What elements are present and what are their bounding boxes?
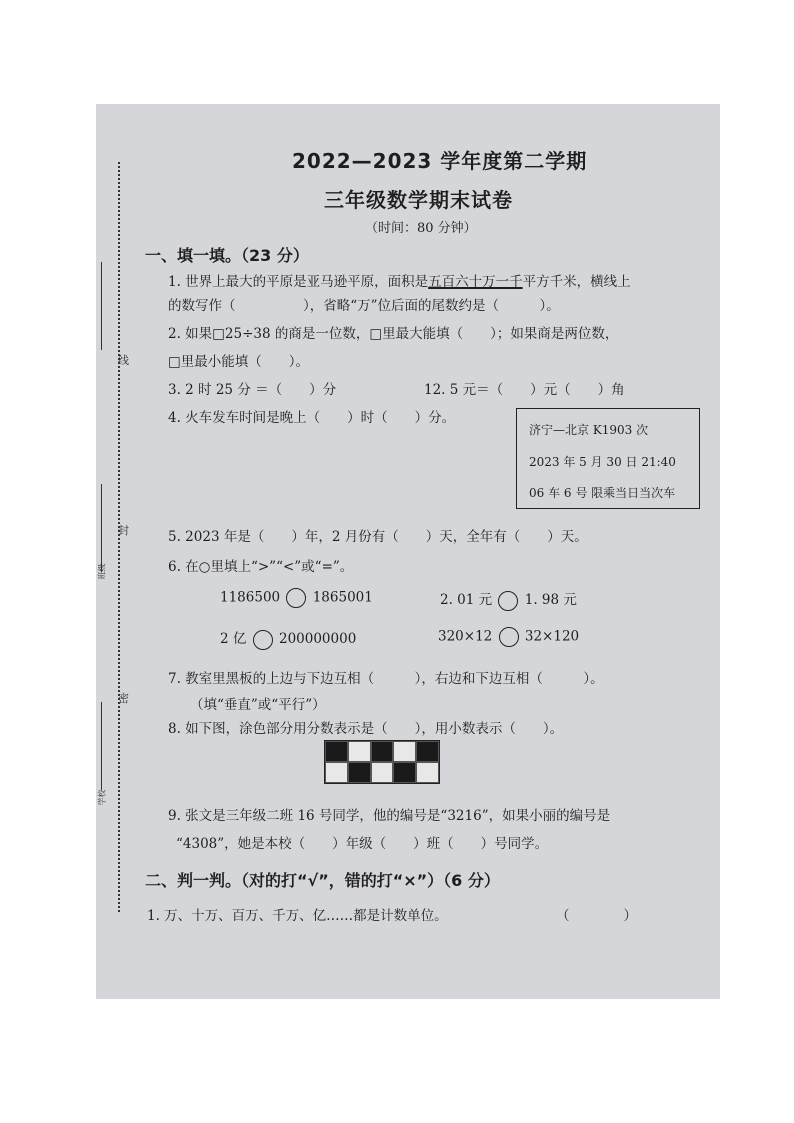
- fraction-grid: [324, 740, 440, 784]
- compare-4-left: 320×12: [438, 628, 493, 645]
- compare-1-left: 1186500: [220, 589, 281, 606]
- compare-circle-3: [253, 630, 273, 650]
- compare-3-left: 2 亿: [220, 631, 247, 647]
- blank-cell: [393, 741, 416, 762]
- school-field-line: [101, 702, 102, 790]
- blank-cell: [348, 741, 371, 762]
- compare-row-1-left: [220, 588, 373, 608]
- question-1-text-a: 1. 世界上最大的平原是亚马逊平原，面积是: [168, 274, 429, 290]
- compare-circle-4: [499, 627, 519, 647]
- class-field-line: [101, 484, 102, 572]
- blank-cell: [325, 762, 348, 783]
- ticket-line-2: 2023 年 5 月 30 日 21:40: [529, 455, 676, 469]
- time-note: （时间：80 分钟）: [365, 221, 477, 236]
- margin-field-school: 学校: [97, 789, 107, 806]
- question-1-line1: [168, 270, 631, 290]
- compare-row-2-left: [220, 627, 356, 650]
- ticket-line-3: 06 车 6 号 限乘当日当次车: [529, 486, 676, 500]
- compare-circle-1: [286, 588, 306, 608]
- shaded-cell: [416, 741, 439, 762]
- shaded-cell: [325, 741, 348, 762]
- question-4: 4. 火车发车时间是晚上（ ）时（ ）分。: [168, 410, 456, 426]
- margin-label-feng: 封: [118, 524, 129, 537]
- page-title: 2022—2023 学年度第二学期: [292, 149, 588, 173]
- compare-row-2-right: [438, 627, 579, 647]
- section2-heading: 二、判一判。（对的打“√”，错的打“×”）（6 分）: [145, 871, 500, 890]
- question-9-line2: “4308”，她是本校（ ）年级（ ）班（ ）号同学。: [176, 836, 549, 852]
- blank-cell: [416, 762, 439, 783]
- question-3-part-a: 3. 2 时 25 分 ＝（ ）分: [168, 382, 337, 398]
- compare-circle-2: [498, 591, 518, 611]
- question-2-line1: 2. 如果□25÷38 的商是一位数，□里最大能填（ ）；如果商是两位数，: [168, 326, 619, 342]
- compare-row-1-right: [440, 588, 577, 611]
- shaded-cell: [371, 741, 394, 762]
- margin-field-class: 班级: [97, 563, 107, 580]
- margin-label-xian: 线: [118, 354, 129, 367]
- shaded-cell: [348, 762, 371, 783]
- question-1-underlined: 五百六十万一千: [428, 274, 523, 290]
- margin-label-mi: 密: [118, 692, 129, 705]
- compare-2-left: 2. 01 元: [440, 592, 493, 608]
- section1-heading: 一、填一填。（23 分）: [145, 246, 309, 265]
- exam-paper: [96, 104, 720, 999]
- compare-1-right: 1865001: [312, 589, 373, 606]
- question-1-text-b: 平方千米，横线上: [522, 274, 631, 290]
- judge-answer-paren: （ ）: [556, 908, 637, 924]
- question-8: 8. 如下图，涂色部分用分数表示是（ ），用小数表示（ ）。: [168, 721, 564, 737]
- question-9-line1: 9. 张文是三年级二班 16 号同学，他的编号是“3216”，如果小丽的编号是: [168, 808, 611, 824]
- question-2-line2: □里最小能填（ ）。: [168, 354, 310, 370]
- question-7-line2: （填“垂直”或“平行”）: [190, 697, 326, 713]
- train-ticket-box: [516, 408, 700, 509]
- question-6: 6. 在○里填上“>”“<”或“=”。: [168, 559, 354, 575]
- question-1-line2: 的数写作（ ），省略“万”位后面的尾数约是（ ）。: [168, 298, 560, 314]
- question-5: 5. 2023 年是（ ）年，2 月份有（ ）天，全年有（ ）天。: [168, 529, 588, 545]
- ticket-line-1: 济宁—北京 K1903 次: [529, 423, 649, 437]
- question-3-part-b: 12. 5 元＝（ ）元（ ）角: [424, 382, 625, 398]
- question-7-line1: 7. 教室里黑板的上边与下边互相（ ），右边和下边互相（ ）。: [168, 671, 604, 687]
- compare-2-right: 1. 98 元: [524, 592, 577, 608]
- page-subtitle: 三年级数学期末试卷: [324, 188, 513, 212]
- compare-4-right: 32×120: [524, 628, 580, 645]
- judge-question-1: 1. 万、十万、百万、千万、亿……都是计数单位。: [147, 908, 448, 924]
- name-field-line: [101, 262, 102, 350]
- compare-3-right: 200000000: [278, 631, 357, 647]
- shaded-cell: [393, 762, 416, 783]
- blank-cell: [371, 762, 394, 783]
